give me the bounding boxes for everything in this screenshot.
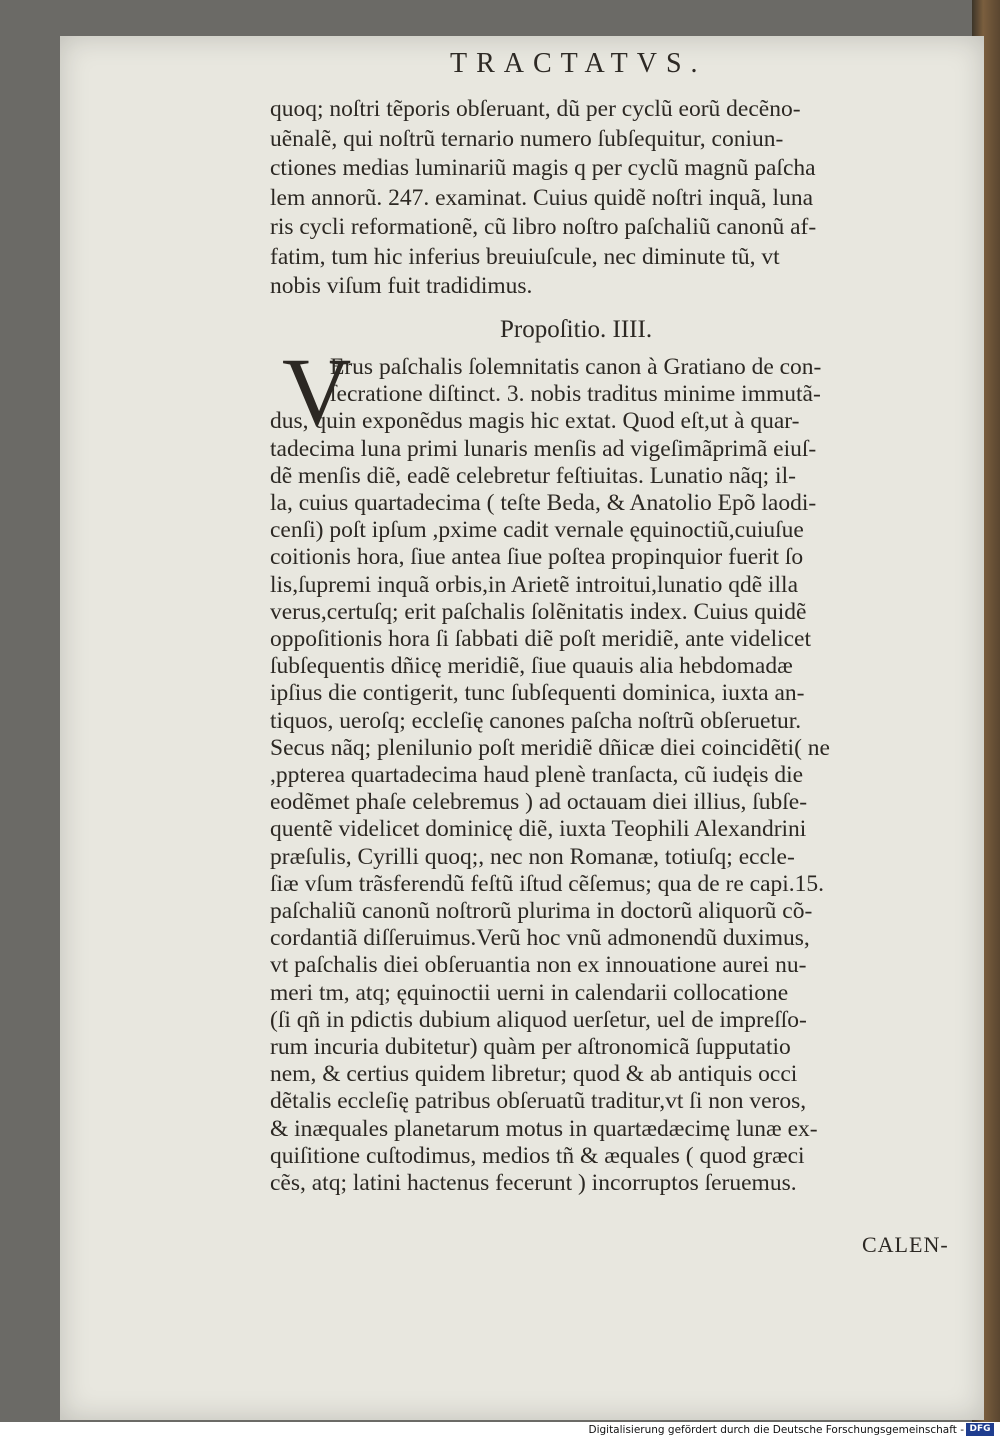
text-line: ipſius die contigerit, tunc ſubſequenti dominica, iuxta an- xyxy=(270,680,805,707)
text-line: lem annorũ. 247. examinat. Cuius quidẽ noſtri inquã, luna xyxy=(270,184,814,211)
text-line: meri tm, atq; ęquinoctii uerni in calendarii collocatione xyxy=(270,979,789,1006)
text-line: nem, & certius quidem libretur; quod & ab antiquis occi xyxy=(270,1061,798,1088)
proposition-title: Propoſitio. IIII. xyxy=(500,316,653,343)
text-line: vt paſchalis diei obſeruantia non ex innouatione aurei nu- xyxy=(270,952,807,979)
text-line: fatim, tum hic inferius breuiuſcule, nec diminute tũ, vt xyxy=(270,243,780,270)
text-line: eodẽmet phaſe celebremus ) ad octauam diei illius, ſubſe- xyxy=(270,789,808,816)
text-line: ſecratione diſtinct. 3. nobis traditus minime immutã- xyxy=(330,381,821,408)
book-page xyxy=(60,36,984,1420)
text-line: coitionis hora, ſiue antea ſiue poſtea propinquior fuerit ſo xyxy=(270,544,804,571)
text-line: ſubſequentis dñicę meridiẽ, ſiue quauis alia hebdomadæ xyxy=(270,653,793,680)
text-line: ſiæ vſum trãsferendũ feſtũ iſtud cẽſemus; qua de re capi.15. xyxy=(270,870,825,897)
text-line: nobis viſum fuit tradidimus. xyxy=(270,273,533,299)
text-line: uẽnalẽ, qui noſtrũ ternario numero ſubſequitur, coniun- xyxy=(270,125,784,152)
text-line: dus, quin exponẽdus magis hic extat. Quod eſt,ut à quar- xyxy=(270,408,800,435)
text-line: ris cycli reformationẽ, cũ libro noſtro paſchaliũ canonũ af- xyxy=(270,214,817,240)
text-line: ,ppterea quartadecima haud plenè tranſacta, cũ iudęis die xyxy=(270,762,804,788)
text-line: lis,ſupremi inquã orbis,in Arietẽ introitui,lunatio qdẽ illa xyxy=(270,571,799,598)
text-line: cordantiã diſſeruimus.Verũ hoc vnũ admonendũ duximus, xyxy=(270,925,810,952)
text-line: dẽ menſis diẽ, eadẽ celebretur feſtiuitas. Lunatio nãq; il- xyxy=(270,462,796,489)
text-line: quoq; noſtri tẽporis obſeruant, dũ per cyclũ eorũ decẽno- xyxy=(270,96,801,122)
running-head: TRACTATVS. xyxy=(450,48,707,79)
catchword: CALEN- xyxy=(862,1232,949,1257)
dfg-logo: DFG xyxy=(966,1423,994,1436)
digitization-credit: Digitalisierung gefördert durch die Deutsche Forschungsgemeinschaft - xyxy=(588,1424,964,1436)
text-line: Erus paſchalis ſolemnitatis canon à Gratiano de con- xyxy=(330,354,822,380)
page-text-area xyxy=(60,36,984,1420)
text-line: quentẽ videlicet dominicę diẽ, iuxta Teophili Alexandrini xyxy=(270,816,807,843)
text-line: (ſi qñ in pdictis dubium aliquod uerſetur, uel de impreſſo- xyxy=(270,1006,807,1033)
text-line: Secus nãq; plenilunio poſt meridiẽ dñicæ diei coincidẽti( ne xyxy=(270,734,830,761)
text-line: la, cuius quartadecima ( teſte Beda, & Anatolio Epõ laodi- xyxy=(270,490,817,516)
text-line: paſchaliũ canonũ noſtrorũ plurima in doctorũ aliquorũ cõ- xyxy=(270,898,813,924)
text-line: præſulis, Cyrilli quoq;, nec non Romanæ, totiuſq; eccle- xyxy=(270,843,795,870)
text-line: rum incuria dubitetur) quàm per aſtronomicã ſupputatio xyxy=(270,1034,791,1060)
drop-capital: V xyxy=(282,338,352,445)
text-line: & inæquales planetarum motus in quartædæcimę lunæ ex- xyxy=(270,1115,818,1142)
text-line: cenſi) poſt ipſum ,pxime cadit vernale ęquinoctiũ,cuiuſue xyxy=(270,517,804,544)
text-line: ctiones medias luminariũ magis q per cyclũ magnũ paſcha xyxy=(270,155,816,181)
text-line: cẽs, atq; latini hactenus fecerunt ) incorruptos ſeruemus. xyxy=(270,1170,797,1196)
text-line: quiſitione cuſtodimus, medios tñ & æquales ( quod græci xyxy=(270,1142,805,1169)
text-line: tadecima luna primi lunaris menſis ad vigeſimãprimã eiuſ- xyxy=(270,435,817,462)
text-line: verus,certuſq; erit paſchalis ſolẽnitatis index. Cuius quidẽ xyxy=(270,598,807,625)
text-line: dẽtalis eccleſię patribus obſeruatũ traditur,vt ſi non veros, xyxy=(270,1088,807,1115)
text-line: oppoſitionis hora ſi ſabbati diẽ poſt meridiẽ, ante videlicet xyxy=(270,626,812,652)
text-line: tiquos, ueroſq; eccleſię canones paſcha noſtrũ obſeruetur. xyxy=(270,707,802,734)
